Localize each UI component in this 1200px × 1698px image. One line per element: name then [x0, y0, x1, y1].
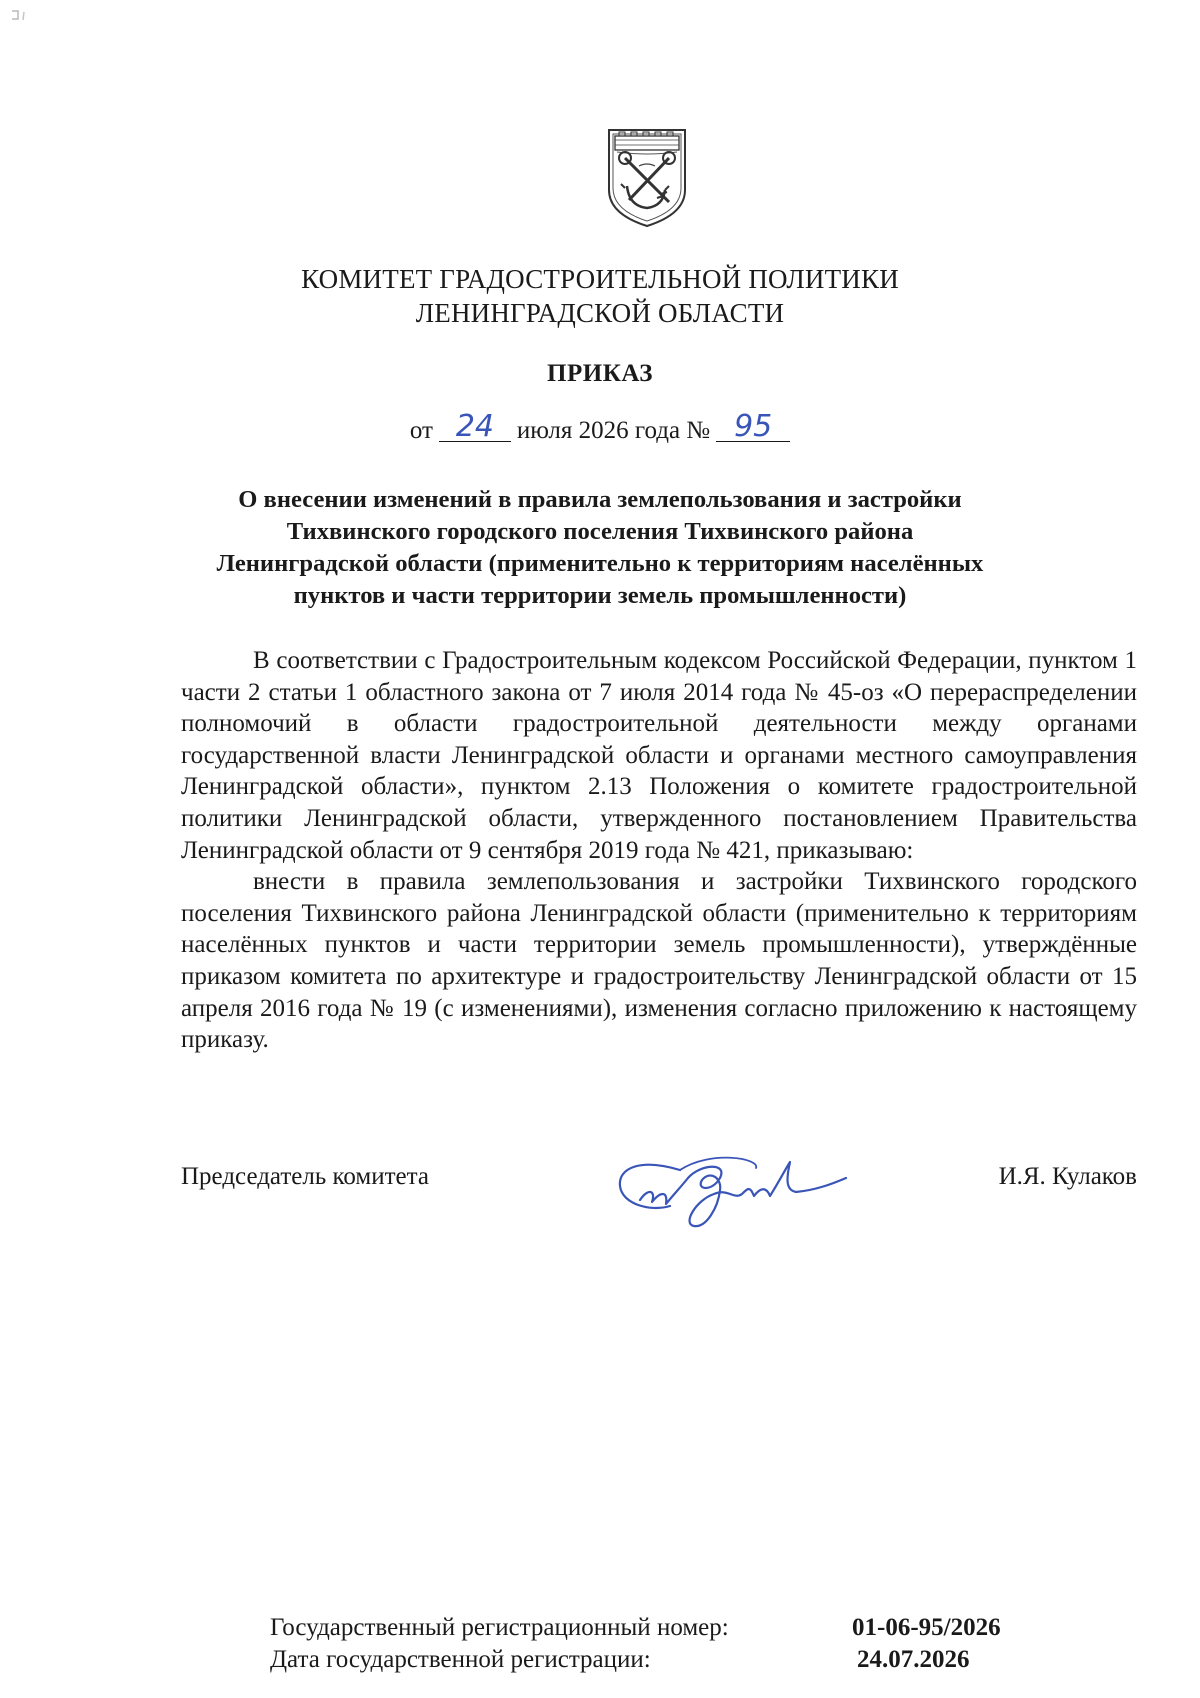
- order-date-line: [0, 409, 1200, 445]
- scan-corner-mark: [10, 8, 32, 22]
- handwritten-signature: [610, 1128, 850, 1238]
- organization-name: [0, 262, 1200, 330]
- date-prefix: от: [409, 417, 433, 444]
- organization-name-line-1: КОМИТЕТ ГРАДОСТРОИТЕЛЬНОЙ ПОЛИТИКИ: [301, 264, 899, 294]
- body-paragraph-basis: В соответствии с Градостроительным кодексом Российской Федерации, пунктом 1 части 2 статьи 1 областного закона от 7 июля 2014 года № 45-оз «О перераспределении полномочий в области градостроительной деятельности между органами государственной власти Ленинградской области и органами местного самоуправления Ленинградской области», пунктом 2.13 Положения о комитете градостроительной политики Ленинградской области, утвержденного постановлением Правительства Ленинградской области от 9 сентября 2019 года № 421, приказываю:: [181, 647, 1137, 864]
- organization-name-line-2: ЛЕНИНГРАДСКОЙ ОБЛАСТИ: [415, 298, 785, 328]
- registration-date-value: 24.07.2026: [857, 1646, 970, 1673]
- leningrad-oblast-coat-of-arms-icon: [605, 126, 689, 230]
- registration-date-row: [270, 1644, 1030, 1676]
- handwritten-day: 24: [439, 413, 511, 442]
- registration-date-label: Дата государственной регистрации:: [270, 1646, 651, 1673]
- registration-block: [270, 1612, 1030, 1676]
- document-type: ПРИКАЗ: [547, 360, 653, 387]
- signatory-role: Председатель комитета: [181, 1163, 429, 1190]
- registration-number-label: Государственный регистрационный номер:: [270, 1614, 729, 1641]
- body-paragraph-order: внести в правила землепользования и застройки Тихвинского городского поселения Тихвинского района Ленинградской области (применительно к территориям населённых пунктов и части территории земель промышленности), утверждённые приказом комитета по архитектуре и градостроительству Ленинградской области от 15 апреля 2016 года № 19 (с изменениями), изменения согласно приложению к настоящему приказу.: [181, 868, 1137, 1054]
- registration-number-value: 01-06-95/2026: [852, 1614, 1001, 1641]
- order-body: [181, 645, 1137, 1056]
- order-subject-title: О внесении изменений в правила землепользования и застройки Тихвинского городского поселения Тихвинского района Ленинградской области (применительно к территориям населённых пунктов и части территории земель промышленности): [216, 486, 984, 609]
- month-year-label: июля 2026 года №: [516, 417, 711, 444]
- registration-number-row: [270, 1612, 1030, 1644]
- handwritten-order-number: 95: [716, 413, 790, 442]
- signatory-name: И.Я. Кулаков: [998, 1163, 1137, 1190]
